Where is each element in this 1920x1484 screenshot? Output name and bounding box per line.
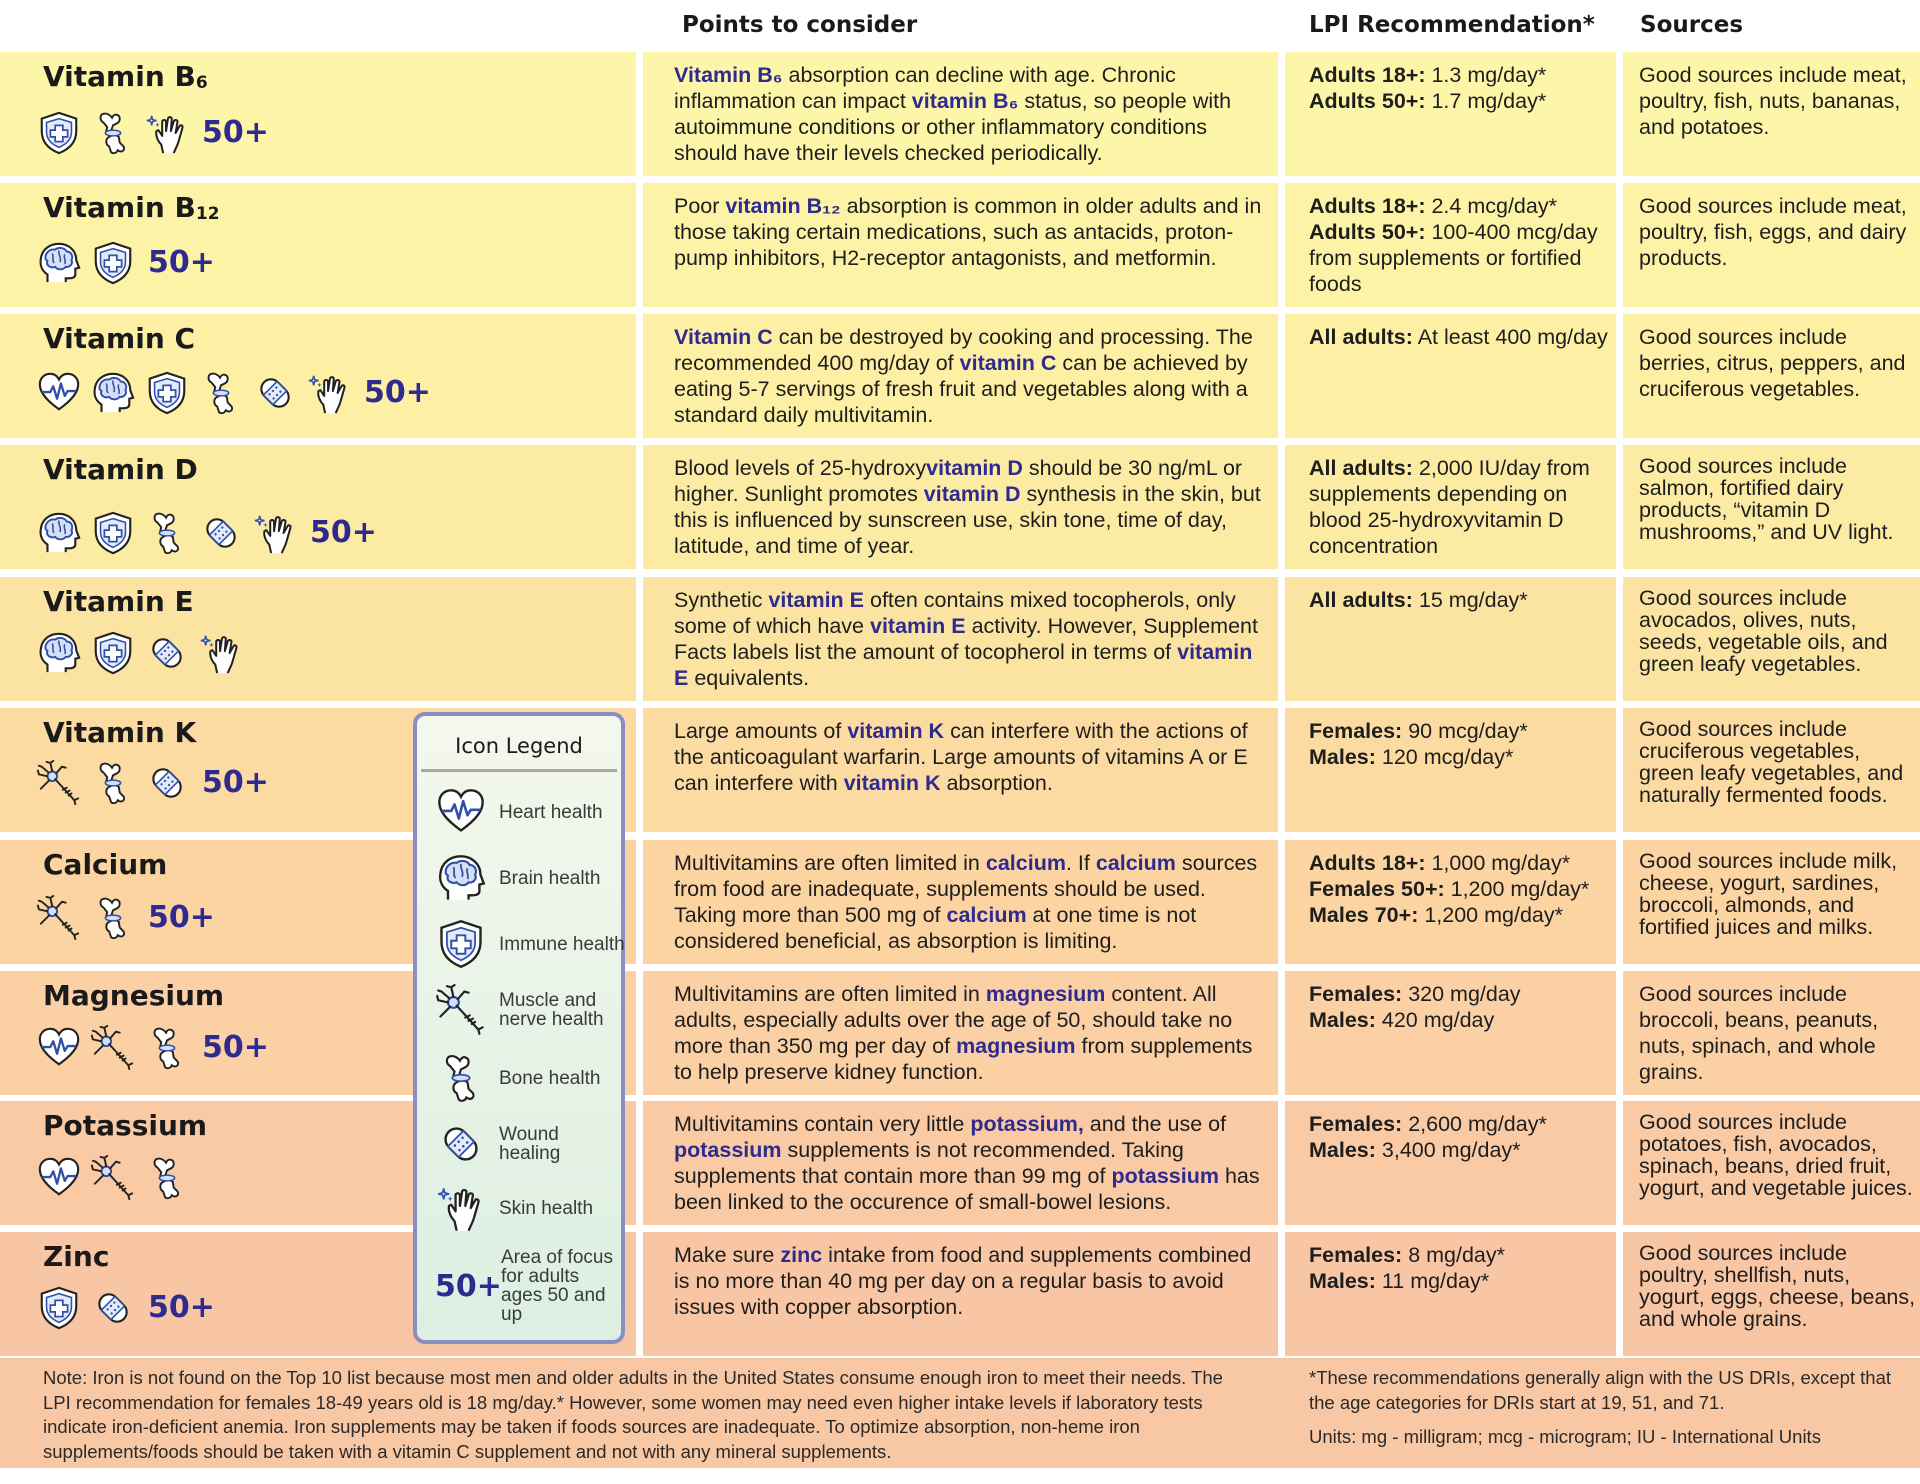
bone-icon	[90, 110, 136, 156]
points-text: Multivitamins are often limited in	[674, 982, 986, 1006]
heart-icon	[435, 786, 487, 838]
nutrient-name	[43, 716, 197, 749]
points-text: absorption is common in older adults and in those taking certain medications, such as antacids, proton-pump inhibitors, H2-receptor antagonists, and metformin.	[674, 194, 1262, 270]
points-text: can be destroyed by cooking and processing. The recommended 400 mg/day of	[674, 325, 1253, 375]
food-sources: Good sources include broccoli, beans, peanuts, nuts, spinach, and whole grains.	[1623, 971, 1920, 1095]
nutrient-name-text: Vitamin B	[43, 60, 196, 93]
nutrient-highlight: zinc	[780, 1243, 823, 1267]
food-sources: Good sources include berries, citrus, peppers, and cruciferous vegetables.	[1623, 314, 1920, 438]
nutrient-name	[43, 585, 194, 618]
lpi-line	[1309, 1111, 1610, 1137]
points-text: Synthetic	[674, 588, 769, 612]
bone-icon	[90, 895, 136, 941]
shield-icon	[36, 1285, 82, 1331]
points-text: can be achieved by eating 5-7 servings of fresh fruit and vegetables along with a standard daily multivitamin.	[674, 351, 1248, 427]
nutrient-highlight: vitamin B₁₂	[725, 194, 841, 218]
lpi-value: 15 mg/day*	[1412, 588, 1528, 612]
heart-icon	[36, 370, 82, 416]
age-50-plus-badge: 50+	[202, 765, 269, 800]
nutrient-name-text: Calcium	[43, 848, 168, 881]
nutrient-icons	[36, 510, 377, 556]
points-text: absorption.	[940, 771, 1053, 795]
nutrient-highlight: potassium	[1111, 1164, 1219, 1188]
legend-label: Muscle and nerve health	[499, 990, 604, 1030]
lpi-recommendation	[1285, 445, 1616, 569]
lpi-line	[1309, 193, 1610, 219]
food-sources: Good sources include avocados, olives, nuts, seeds, vegetable oils, and green leafy vegetables.	[1623, 577, 1920, 701]
nutrient-icons	[36, 630, 244, 676]
lpi-value: 1,000 mg/day*	[1425, 851, 1571, 875]
nutrient-icons	[36, 1285, 215, 1331]
units-note: Units: mg - milligram; mcg - microgram; IU - International Units	[1309, 1426, 1821, 1447]
lpi-group-label: Adults 18+:	[1309, 194, 1426, 218]
nutrient-name-subscript: 12	[195, 204, 220, 224]
lpi-group-label: All adults:	[1309, 456, 1413, 480]
lpi-group-label: Females:	[1309, 1112, 1403, 1136]
legend-divider	[421, 769, 617, 772]
nutrient-name-text: Vitamin D	[43, 453, 198, 486]
nutrient-name	[43, 848, 168, 881]
lpi-recommendation	[1285, 840, 1616, 964]
points-text: Blood levels of 25-hydroxy	[674, 456, 927, 480]
lpi-group-label: Adults 50+:	[1309, 220, 1426, 244]
lpi-recommendation	[1285, 971, 1616, 1095]
lpi-group-label: All adults:	[1309, 588, 1413, 612]
dri-note: *These recommendations generally align with the US DRIs, except that the age categories for DRIs start at 19, 51, and 71.	[1309, 1367, 1892, 1413]
lpi-line	[1309, 1268, 1610, 1294]
shield-icon	[90, 630, 136, 676]
shield-icon	[435, 918, 487, 970]
nutrient-name-text: Vitamin B	[43, 191, 196, 224]
neuron-icon	[90, 1155, 136, 1201]
lpi-group-label: Females:	[1309, 719, 1403, 743]
points-text: content. All adults, especially adults over the age of 50, should take no more than 350 mg per day of	[674, 982, 1233, 1058]
legend-item	[435, 1052, 625, 1104]
lpi-recommendation	[1285, 1232, 1616, 1356]
points-to-consider	[643, 971, 1278, 1095]
lpi-value: 90 mcg/day*	[1402, 719, 1528, 743]
lpi-value: 1.3 mg/day*	[1425, 63, 1547, 87]
legend-label: Brain health	[499, 867, 601, 889]
lpi-line	[1309, 902, 1610, 928]
shield-icon	[36, 110, 82, 156]
lpi-group-label: Males:	[1309, 745, 1376, 769]
points-text: activity. However, Supplement Facts labels list the amount of tocopherol in terms of	[674, 614, 1258, 664]
nutrient-name	[43, 1109, 208, 1142]
legend-item	[435, 1182, 625, 1234]
age-50-plus-badge: 50+	[202, 1030, 269, 1065]
points-text: sources from food are inadequate, supplements should be used. Taking more than 500 mg of	[674, 851, 1258, 927]
footnote-right	[1309, 1366, 1909, 1450]
lpi-line	[1309, 1242, 1610, 1268]
nutrient-name-cell	[0, 445, 636, 569]
legend-50-plus: 50+	[435, 1268, 502, 1304]
nutrient-icons	[36, 370, 431, 416]
heart-icon	[36, 1025, 82, 1071]
food-sources: Good sources include meat, poultry, fish, nuts, bananas, and potatoes.	[1623, 52, 1920, 176]
points-to-consider	[643, 577, 1278, 701]
nutrient-icons	[36, 240, 215, 286]
lpi-group-label: All adults:	[1309, 325, 1413, 349]
lpi-line	[1309, 62, 1610, 88]
shield-icon	[90, 240, 136, 286]
points-text: . If	[1065, 851, 1096, 875]
lpi-value: 1,200 mg/day*	[1418, 903, 1563, 927]
nutrient-highlight: potassium,	[970, 1112, 1084, 1136]
skin-icon	[306, 370, 352, 416]
legend-item	[435, 1248, 625, 1324]
header-points: Points to consider	[682, 12, 918, 38]
lpi-value: 1.7 mg/day*	[1425, 89, 1547, 113]
nutrient-name-text: Vitamin E	[43, 585, 194, 618]
age-50-plus-badge: 50+	[148, 900, 215, 935]
lpi-value: 11 mg/day*	[1375, 1269, 1490, 1293]
lpi-line	[1309, 981, 1610, 1007]
nutrient-name-text: Potassium	[43, 1109, 208, 1142]
points-text: Multivitamins contain very little	[674, 1112, 971, 1136]
bone-icon	[144, 510, 190, 556]
legend-label: Immune health	[499, 933, 625, 955]
neuron-icon	[36, 895, 82, 941]
legend-item	[435, 852, 625, 904]
legend-item	[435, 1118, 625, 1170]
lpi-line	[1309, 1007, 1610, 1033]
skin-icon	[252, 510, 298, 556]
lpi-group-label: Females 50+:	[1309, 877, 1445, 901]
nutrient-highlight: potassium	[674, 1138, 782, 1162]
lpi-line	[1309, 88, 1610, 114]
points-text: should be 30 ng/mL or higher. Sunlight promotes	[674, 456, 1243, 506]
nutrient-highlight: vitamin E	[674, 640, 1253, 690]
nutrient-name	[43, 322, 196, 355]
bandage-icon	[144, 760, 190, 806]
lpi-line	[1309, 587, 1610, 613]
points-text: has been linked to the occurence of small-bowel lesions.	[674, 1164, 1260, 1214]
lpi-line	[1309, 850, 1610, 876]
heart-icon	[36, 1155, 82, 1201]
points-to-consider	[643, 1101, 1278, 1225]
brain-icon	[36, 510, 82, 556]
nutrient-name-text: Vitamin K	[43, 716, 197, 749]
bone-icon	[144, 1155, 190, 1201]
points-text: can interfere with the actions of the anticoagulant warfarin. Large amounts of vitamins A or E can interfere with	[674, 719, 1248, 795]
header-lpi: LPI Recommendation*	[1309, 12, 1595, 38]
lpi-group-label: Adults 18+:	[1309, 63, 1426, 87]
nutrient-name-text: Zinc	[43, 1240, 110, 1273]
points-text: Large amounts of	[674, 719, 848, 743]
iron-note: Note: Iron is not found on the Top 10 list because most men and older adults in the United States consume enough iron to meet their needs. The LPI recommendation for females 18-49 years old is 18 mg/day.* However, some women may need even higher intake levels if laboratory tests indicate iron-deficient anemia. Iron supplements may be taken if foods sources are inadequate. To optimize absorption, non-heme iron supplements/foods should be taken with a vitamin C supplement and not with any mineral supplements.	[43, 1367, 1223, 1462]
shield-icon	[90, 510, 136, 556]
legend-item	[435, 984, 625, 1036]
bone-icon	[90, 760, 136, 806]
nutrient-icons	[36, 760, 269, 806]
points-text: status, so people with autoimmune conditions or other inflammatory conditions should have their levels checked periodically.	[674, 89, 1232, 165]
lpi-line	[1309, 876, 1610, 902]
bandage-icon	[90, 1285, 136, 1331]
nutrient-icons	[36, 895, 215, 941]
points-to-consider	[643, 840, 1278, 964]
lpi-line	[1309, 1137, 1610, 1163]
nutrient-name-subscript: 6	[195, 73, 208, 93]
lpi-group-label: Males:	[1309, 1008, 1376, 1032]
legend-label: Wound healing	[499, 1124, 561, 1164]
age-50-plus-badge: 50+	[364, 375, 431, 410]
nutrient-highlight: calcium	[985, 851, 1066, 875]
nutrient-icons	[36, 1025, 269, 1071]
lpi-value: 100-400 mcg/day from supplements or fortified foods	[1309, 220, 1598, 296]
food-sources: Good sources include meat, poultry, fish, eggs, and dairy products.	[1623, 183, 1920, 307]
points-text: intake from food and supplements combined is no more than 40 mg per day on a regular basis to avoid issues with copper absorption.	[674, 1243, 1252, 1319]
icon-legend	[413, 712, 625, 1344]
lpi-line	[1309, 455, 1610, 559]
bone-icon	[435, 1052, 487, 1104]
age-50-plus-badge: 50+	[148, 245, 215, 280]
nutrient-highlight: vitamin K	[843, 771, 941, 795]
brain-icon	[36, 240, 82, 286]
legend-item	[435, 786, 625, 838]
lpi-line	[1309, 324, 1610, 350]
age-50-plus-badge: 50+	[202, 115, 269, 150]
points-to-consider	[643, 445, 1278, 569]
nutrient-name-cell	[0, 183, 636, 307]
bandage-icon	[144, 630, 190, 676]
bone-icon	[198, 370, 244, 416]
nutrient-name	[43, 1240, 110, 1273]
points-to-consider	[643, 314, 1278, 438]
lpi-value: 2,000 IU/day from supplements depending on blood 25-hydroxyvitamin D concentration	[1309, 456, 1590, 558]
nutrient-name-text: Magnesium	[43, 979, 225, 1012]
food-sources: Good sources include milk, cheese, yogurt, sardines, broccoli, almonds, and fortified juices and milks.	[1623, 840, 1920, 964]
lpi-value: 3,400 mg/day*	[1375, 1138, 1521, 1162]
legend-item	[435, 918, 625, 970]
lpi-group-label: Females:	[1309, 982, 1403, 1006]
lpi-line	[1309, 744, 1610, 770]
lpi-value: 120 mcg/day*	[1375, 745, 1514, 769]
food-sources: Good sources include cruciferous vegetables, green leafy vegetables, and naturally fermented foods.	[1623, 708, 1920, 832]
brain-icon	[90, 370, 136, 416]
lpi-group-label: Adults 18+:	[1309, 851, 1426, 875]
points-text: absorption can decline with age. Chronic inflammation can impact	[674, 63, 1176, 113]
points-text: Make sure	[674, 1243, 781, 1267]
lpi-value: 320 mg/day	[1402, 982, 1521, 1006]
nutrient-highlight: vitamin D	[926, 456, 1023, 480]
lpi-recommendation	[1285, 577, 1616, 701]
lpi-group-label: Males:	[1309, 1269, 1376, 1293]
skin-icon	[435, 1182, 487, 1234]
lpi-group-label: Adults 50+:	[1309, 89, 1426, 113]
skin-icon	[144, 110, 190, 156]
lpi-line	[1309, 219, 1610, 297]
nutrient-highlight: vitamin E	[870, 614, 966, 638]
nutrient-name-cell	[0, 314, 636, 438]
lpi-value: 420 mg/day	[1375, 1008, 1495, 1032]
food-sources: Good sources include poultry, shellfish, nuts, yogurt, eggs, cheese, beans, and whole grains.	[1623, 1232, 1920, 1356]
nutrient-name	[43, 60, 208, 94]
nutrient-highlight: calcium	[1095, 851, 1176, 875]
nutrient-highlight: calcium	[946, 903, 1027, 927]
nutrient-name-text: Vitamin C	[43, 322, 196, 355]
nutrient-name	[43, 191, 220, 225]
legend-label: Bone health	[499, 1067, 601, 1089]
neuron-icon	[36, 760, 82, 806]
bone-icon	[144, 1025, 190, 1071]
nutrient-name-cell	[0, 52, 636, 176]
lpi-recommendation	[1285, 183, 1616, 307]
points-text: supplements is not recommended. Taking supplements that contain more than 99 mg of	[674, 1138, 1184, 1188]
points-to-consider	[643, 708, 1278, 832]
legend-label: Area of focus for adults ages 50 and up	[501, 1247, 613, 1325]
nutrient-highlight: Vitamin C	[674, 325, 773, 349]
brain-icon	[36, 630, 82, 676]
legend-label: Skin health	[499, 1197, 594, 1219]
neuron-icon	[90, 1025, 136, 1071]
lpi-group-label: Males 70+:	[1309, 903, 1419, 927]
age-50-plus-badge: 50+	[310, 515, 377, 550]
lpi-recommendation	[1285, 52, 1616, 176]
lpi-recommendation	[1285, 314, 1616, 438]
points-text: Multivitamins are often limited in	[674, 851, 986, 875]
footnote-band	[0, 1358, 1920, 1468]
age-50-plus-badge: 50+	[148, 1290, 215, 1325]
bandage-icon	[198, 510, 244, 556]
points-text: and the use of	[1083, 1112, 1227, 1136]
brain-icon	[435, 852, 487, 904]
nutrient-icons	[36, 110, 269, 156]
nutrient-highlight: magnesium	[956, 1034, 1076, 1058]
points-to-consider	[643, 183, 1278, 307]
points-text: synthesis in the skin, but this is influenced by sunscreen use, skin tone, time of day, latitude, and time of year.	[674, 482, 1261, 558]
nutrient-highlight: Vitamin B₆	[674, 63, 783, 87]
legend-title: Icon Legend	[455, 734, 583, 758]
neuron-icon	[435, 984, 487, 1036]
points-text: often contains mixed tocopherols, only some of which have	[674, 588, 1236, 638]
lpi-value: 2,600 mg/day*	[1402, 1112, 1547, 1136]
food-sources: Good sources include potatoes, fish, avocados, spinach, beans, dried fruit, yogurt, and vegetable juices.	[1623, 1101, 1920, 1225]
lpi-value: At least 400 mg/day	[1412, 325, 1608, 349]
legend-label: Heart health	[499, 801, 603, 823]
lpi-recommendation	[1285, 1101, 1616, 1225]
header-sources: Sources	[1640, 12, 1744, 38]
lpi-value: 1,200 mg/day*	[1444, 877, 1590, 901]
nutrient-highlight: vitamin B₆	[911, 89, 1019, 113]
skin-icon	[198, 630, 244, 676]
lpi-value: 8 mg/day*	[1402, 1243, 1505, 1267]
points-to-consider	[643, 1232, 1278, 1356]
lpi-group-label: Males:	[1309, 1138, 1376, 1162]
lpi-line	[1309, 718, 1610, 744]
points-text: equivalents.	[688, 666, 810, 690]
points-text: at one time is not considered beneficial, as absorption is limiting.	[674, 903, 1197, 953]
nutrient-highlight: vitamin D	[923, 482, 1021, 506]
food-sources: Good sources include salmon, fortified dairy products, “vitamin D mushrooms,” and UV light.	[1623, 445, 1920, 569]
nutrient-highlight: magnesium	[985, 982, 1106, 1006]
lpi-group-label: Females:	[1309, 1243, 1403, 1267]
nutrient-name	[43, 979, 225, 1012]
lpi-value: 2.4 mcg/day*	[1425, 194, 1557, 218]
lpi-recommendation	[1285, 708, 1616, 832]
points-text: Poor	[674, 194, 726, 218]
nutrient-name-cell	[0, 577, 636, 701]
nutrient-highlight: vitamin E	[768, 588, 865, 612]
nutrient-highlight: vitamin K	[847, 719, 945, 743]
points-to-consider	[643, 52, 1278, 176]
bandage-icon	[435, 1118, 487, 1170]
nutrient-icons	[36, 1155, 190, 1201]
nutrient-name	[43, 453, 198, 486]
shield-icon	[144, 370, 190, 416]
points-text: from supplements to help preserve kidney function.	[674, 1034, 1253, 1084]
bandage-icon	[252, 370, 298, 416]
nutrient-highlight: vitamin C	[959, 351, 1057, 375]
